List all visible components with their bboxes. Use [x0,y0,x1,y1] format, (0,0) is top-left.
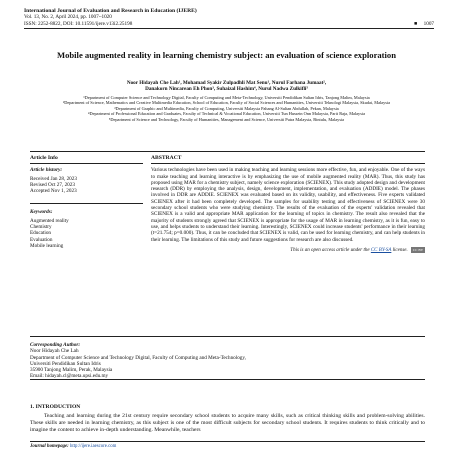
keyword: Augmented reality [30,217,69,224]
keywords-label: Keywords: [30,209,53,216]
cc-by-sa-icon: CC BY SA [412,247,424,258]
keyword: Education [30,230,52,237]
author-list [38,80,415,93]
article-info [30,155,143,249]
affiliation: ⁵Department of Science and Technology, Faculty of Humanities, Management and Science, Universiti Putra Malaysia, Bintulu, Malaysia [108,116,345,122]
license-note: This is an open access article under the CC BY-SA license. CC BY SA [290,247,424,258]
journal-issn: ISSN: 2252-8822, DOI: 10.11591/ijere.v13i2.25198 [24,20,133,27]
journal-header [24,8,434,29]
corresponding-author [30,342,425,380]
section-rule [30,151,425,152]
introduction-text: Teaching and learning during the 21st century require secondary school students to acquire many skills, such as critical thinking skills and problem-solving abilities. These skills are needed in learning chemistry, as this subject is one of the most difficult subjects for secondary school students. It requires students to think critically and to imagine the content to achieve in-depth understanding. Meanwhile, teachers [30,412,425,433]
corresponding-label: Corresponding Author: [30,342,81,348]
affiliation-list [30,95,423,122]
license-link[interactable]: CC BY-SA [370,248,392,253]
introduction-heading: 1. INTRODUCTION [30,404,81,410]
homepage-label: Journal homepage: [30,444,69,449]
affiliation: ³Department of Graphic and Multimedia, Faculty of Computing, Universiti Malaysia Pahang Al-Sultan Abdullah, Pekan, Malaysia [114,105,339,111]
affiliation: ⁴Department of Professional Education and Graduates, Faculty of Technical & Vocational Education, Universiti Tun Hussein Onn Malaysia, Parit Raja, Malaysia [88,111,365,117]
article-info-heading: Article Info [30,155,143,164]
history-item: Received Jan 28, 2023 [30,175,77,182]
section-rule [30,379,425,380]
journal-name: International Journal of Evaluation and Research in Education (IJERE) [24,8,197,14]
keyword: Chemistry [30,224,52,231]
history-item: Accepted Nov 1, 2023 [30,188,77,195]
author-line: Noor Hidayah Che Lah¹, Mohamad Syakir Zulpadhli Mat Senu¹, Nurul Farhana Jumaat², [126,80,327,86]
header-rule [24,28,434,29]
article-history-label: Article history: [30,167,63,174]
history-item: Revised Oct 27, 2023 [30,181,75,188]
paper-title: Mobile augmented reality in learning chemistry subject: an evaluation of science exploration [56,50,397,60]
corresponding-line: Department of Computer Science and Technology Digital, Faculty of Computing and Meta-Technology, [30,354,246,361]
author-line: Danakorn Nincarean Eh Phon³, Suhaizal Hashim⁴, Nurul Nadwa Zulkifli⁵ [145,86,308,93]
journal-volume: Vol. 13, No. 2, April 2024, pp. 1007~1020 [24,14,112,21]
affiliation: ²Department of Science, Mathematics and Creative Multimedia Education, School of Education, Faculty of Social Sciences and Humanities, Universiti Teknologi Malaysia, Skudai, Malaysia [62,100,391,106]
corresponding-line: 35900 Tanjong Malim, Perak, Malaysia [30,367,113,374]
page-number: ■ 1007 [414,20,434,27]
abstract-heading: ABSTRACT [151,155,425,164]
section-rule [30,336,425,337]
keyword: Mobile learning [30,242,64,249]
corresponding-line: Noor Hidayah Che Lah [30,348,79,355]
journal-footer [30,441,425,449]
introduction-section [30,404,425,434]
abstract-section [151,155,425,258]
keywords-rule [30,203,143,204]
affiliation: ¹Department of Computer Science and Technology Digital, Faculty of Computing and Meta-Technology, Universiti Pendidikan Sultan Idris, Tanjong Malim, Malaysia [83,95,370,100]
keyword: Evaluation [30,236,53,243]
homepage-link[interactable]: http://ijere.iaescore.com [69,444,117,449]
corresponding-line: Universiti Pendidikan Sultan Idris [30,360,101,367]
abstract-text: Various technologies have been used in making teaching and learning sessions more effective, fun, and enjoyable. One of the ways to make teaching and learning interactive is by emphasizing the use of mobile augmented reality (MAR). Thus, this study has proposed using MAR for a chemistry subject, namely science exploration (SCIENEX). This study adopted design and development research (DDR) by employing the analysis, design, development, implementation, and evaluation (ADDIE) model. The phases involved in DDR are ADDIE. SCIENEX was evaluated based on its validity, usability, and effectiveness. Five experts validated SCIENEX after it had been completely developed. The samples for usability testing and effectiveness of SCIENEX were 30 secondary school students who were studying chemistry. The results of the evaluation of the experts' validation revealed that SCIENEX is a valid and appropriate MAR application for the learning of topics in chemistry. The result also revealed that the majority of students strongly agreed that SCIENEX is appropriate for the usage of MAR in learning chemistry, as it is fun, easy to use, and helps students to understand their learning. Interestingly, SCIENEX could increase students' performance in their learning (t=21.754; p=0.000). Thus, it can be concluded that SCIENEX is valid, can be used for learning chemistry, and can help students in their learning. The limitations of this study and future suggestions for research are also discussed. [151,167,425,243]
corresponding-line: Email: hidayah.cl@meta.upsi.edu.my [30,373,109,380]
